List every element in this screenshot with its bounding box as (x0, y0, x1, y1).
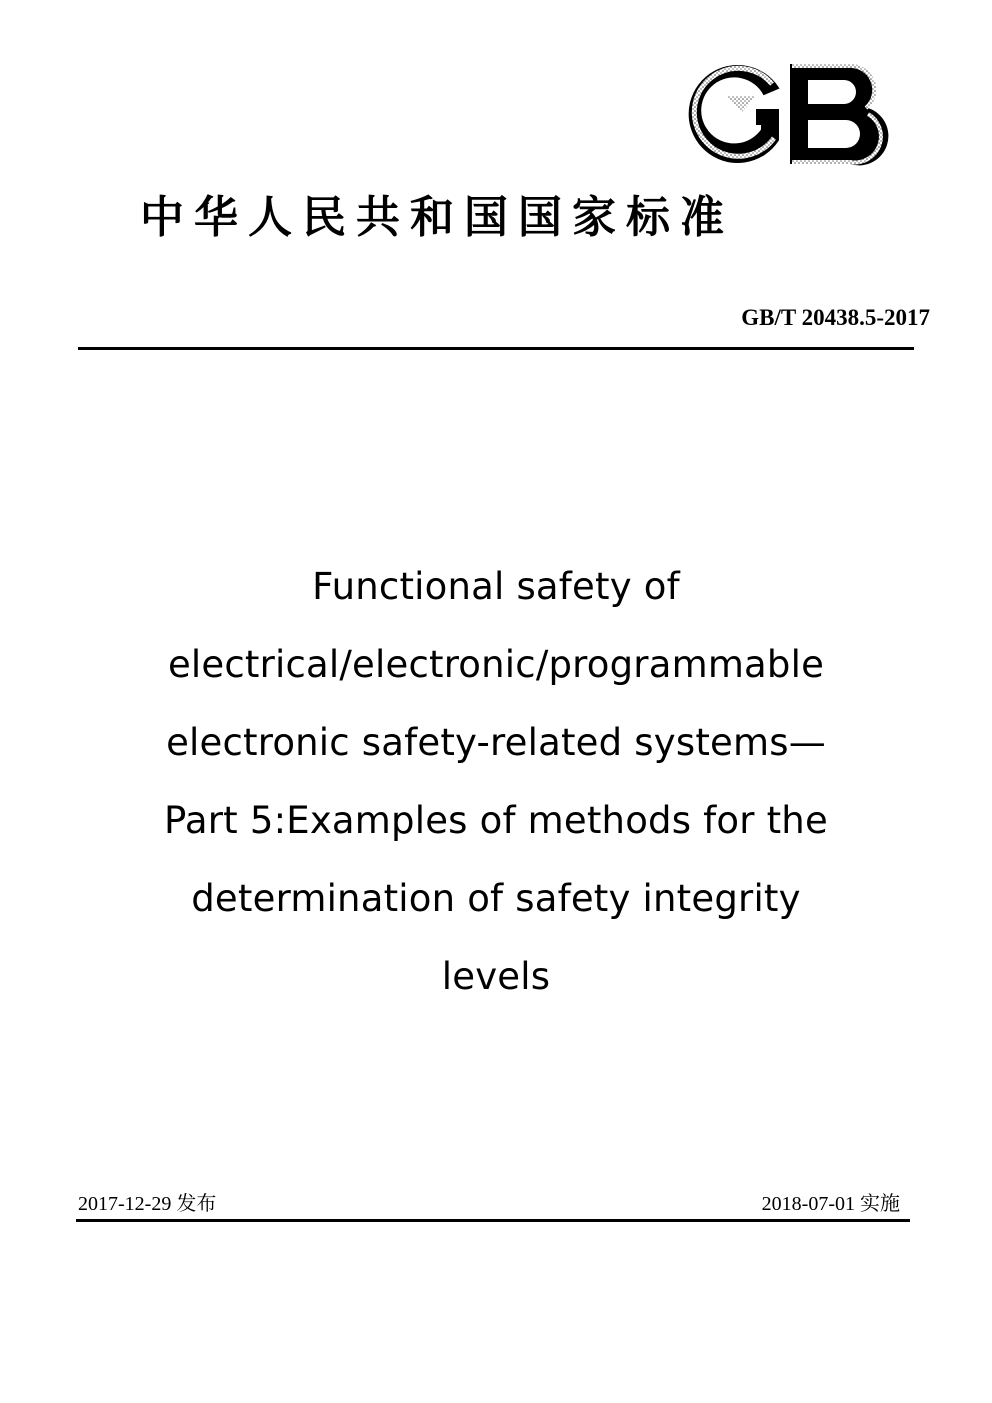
implementation-label: 实施 (860, 1191, 900, 1215)
date-row (78, 1188, 900, 1218)
footer-rule (76, 1219, 910, 1222)
implementation-date-block (762, 1188, 900, 1219)
title-line: Functional safety of (312, 565, 680, 608)
issue-label: 发布 (176, 1191, 217, 1215)
issue-date: 2017-12-29 (78, 1193, 172, 1215)
title-line: electronic safety-related systems— (166, 721, 826, 764)
title-line: Part 5:Examples of methods for the (164, 799, 828, 842)
standard-number: GB/T 20438.5-2017 (741, 305, 930, 330)
document-title (60, 548, 932, 1016)
gb-logo (682, 58, 892, 170)
org-title: 中华人民共和国国家标准 (140, 192, 734, 243)
implementation-date: 2018-07-01 (761, 1193, 855, 1215)
title-line: levels (441, 955, 551, 998)
title-line: determination of safety integrity (191, 877, 801, 920)
issue-date-block (78, 1188, 216, 1219)
header-rule (78, 347, 914, 350)
title-line: electrical/electronic/programmable (167, 643, 825, 686)
